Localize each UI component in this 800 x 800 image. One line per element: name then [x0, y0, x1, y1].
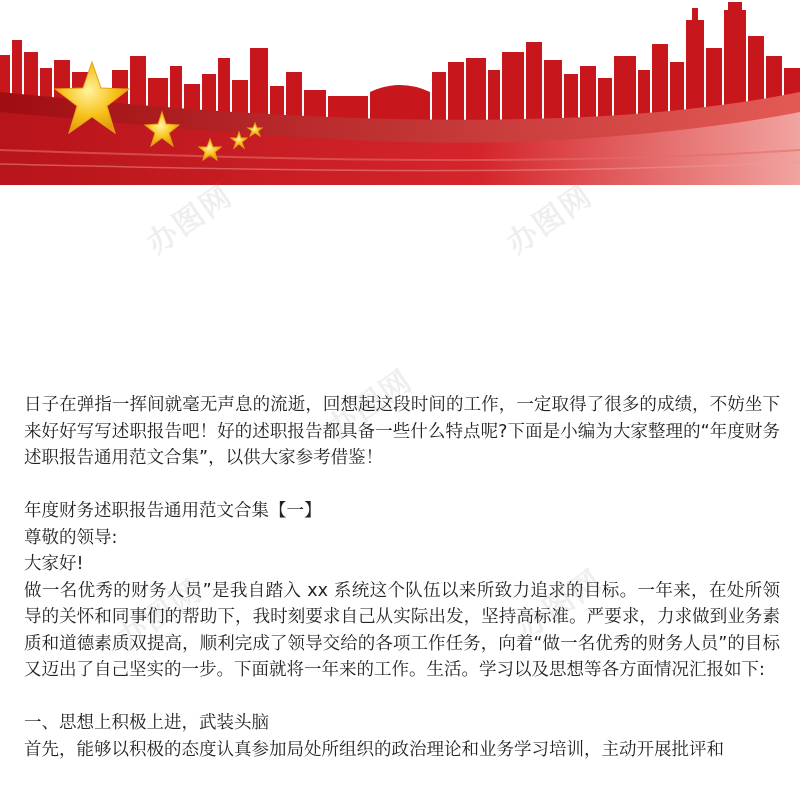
- document-body: [24, 392, 780, 763]
- heading-one: 一、思想上积极上进，武装头脑: [24, 713, 269, 733]
- section-title: 年度财务述职报告通用范文合集【一】: [24, 501, 322, 521]
- salutation: 尊敬的领导:: [24, 527, 118, 548]
- watermark: 办图网: [140, 178, 240, 262]
- partial-line: 首先，能够以积极的态度认真参加局处所组织的政治理论和业务学习培训，主动开展批评和: [24, 739, 724, 760]
- watermark: 办图网: [110, 573, 210, 657]
- watermark: 办图网: [500, 178, 600, 262]
- intro-paragraph: 日子在弹指一挥间就毫无声息的流逝，回想起这段时间的工作，一定取得了很多的成绩，不妨坐下来好好写写述职报告吧！好的述职报告都具备一些什么特点呢?下面是小编为大家整理的“年度财务述职报告通用范文合集”，以供大家参考借鉴！: [24, 395, 780, 468]
- skyline-illustration: [0, 0, 800, 185]
- greeting: 大家好!: [24, 554, 84, 574]
- body-paragraph: 做一名优秀的财务人员”是我自踏入 xx 系统这个队伍以来所致力追求的目标。一年来，在处所领导的关怀和同事们的帮助下，我时刻要求自己从实际出发，坚持高标准。严要求，力求做到业务素质和道德素质双提高，顺利完成了领导交给的各项工作任务，向着“做一名优秀的财务人员”的目标又迈出了自己坚实的一步。下面就将一年来的工作。生活。学习以及思想等各方面情况汇报如下:: [24, 580, 780, 680]
- watermark: 办图网: [510, 563, 610, 647]
- watermark: 办图网: [320, 363, 420, 447]
- header-banner: [0, 0, 800, 185]
